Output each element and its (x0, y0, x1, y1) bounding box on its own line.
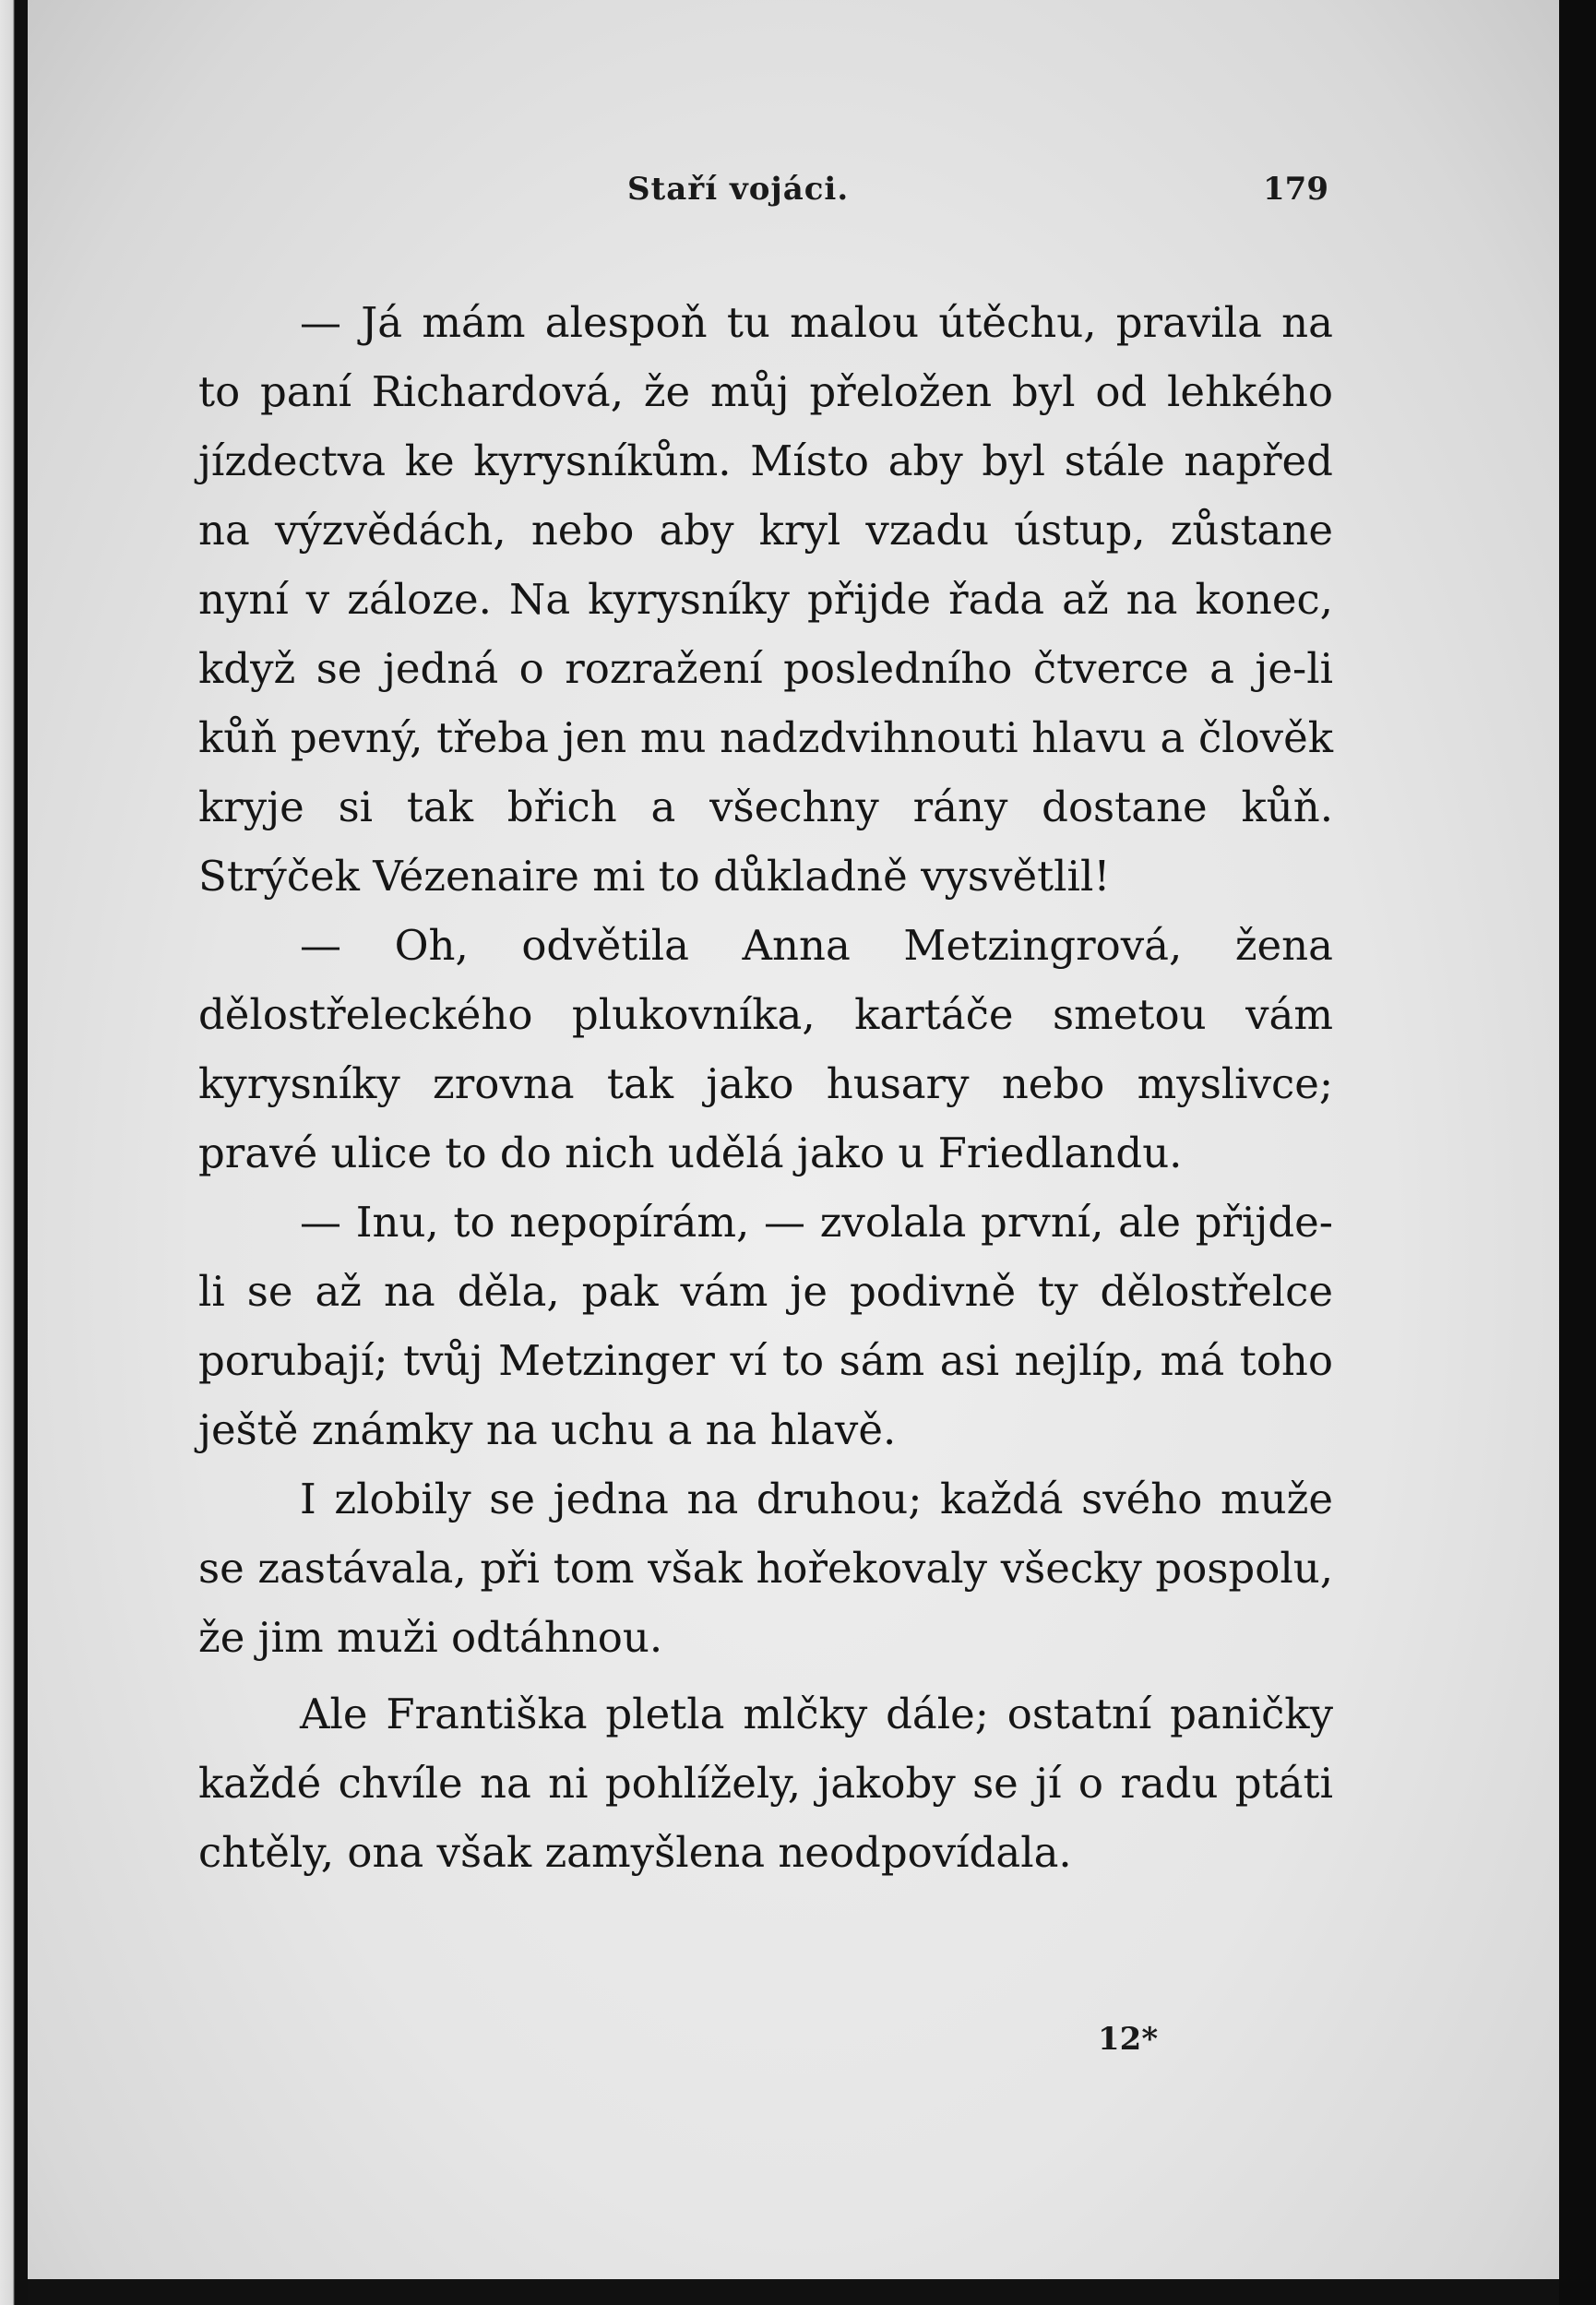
scan-right-edge (1559, 0, 1596, 2305)
book-page (28, 0, 1559, 2279)
paragraph: Ale Františka pletla mlčky dále; ostatní paničky každé chvíle na ni pohlížely, jakoby se jí o radu ptáti chtěly, ona však zamyšlena neodpovídala. (198, 1690, 1333, 1877)
scan-left-edge (0, 0, 28, 2305)
signature-mark: 12* (1098, 2021, 1159, 2058)
paragraph: — Já mám alespoň tu malou útěchu, pravila na to paní Richardová, že můj přeložen byl od lehkého jízdectva ke kyrysníkům. Místo aby byl stále napřed na výzvědách, nebo aby kryl vzadu ústup, zůstane nyní v záloze. Na kyrysníky přijde řada až na konec, když se jedná o rozražení posledního čtverce a je-li kůň pevný, třeba jen mu nadzdvihnouti hlavu a člověk kryje si tak břich a všechny rány dostane kůň. Strýček Vézenaire mi to důkladně vysvětlil! (198, 298, 1333, 901)
paragraph: I zlobily se jedna na druhou; každá svého muže se zastávala, při tom však hořekovaly všecky pospolu, že jim muži odtáhnou. (198, 1475, 1333, 1662)
paragraph: — Oh, odvětila Anna Metzingrová, žena dělostřeleckého plukovníka, kartáče smetou vám kyrysníky zrovna tak jako husary nebo myslivce; pravé ulice to do nich udělá jako u Friedlandu. (198, 921, 1333, 1177)
page-header (627, 171, 1328, 217)
body-text (198, 288, 1333, 1887)
running-title: Staří vojáci. (627, 171, 850, 208)
paragraph: — Inu, to nepopírám, — zvolala první, ale přijde-li se až na děla, pak vám je podivně ty dělostřelce porubají; tvůj Metzinger ví to sám asi nejlíp, má toho ještě známky na uchu a na hlavě. (198, 1198, 1333, 1454)
page-number: 179 (1263, 171, 1328, 208)
